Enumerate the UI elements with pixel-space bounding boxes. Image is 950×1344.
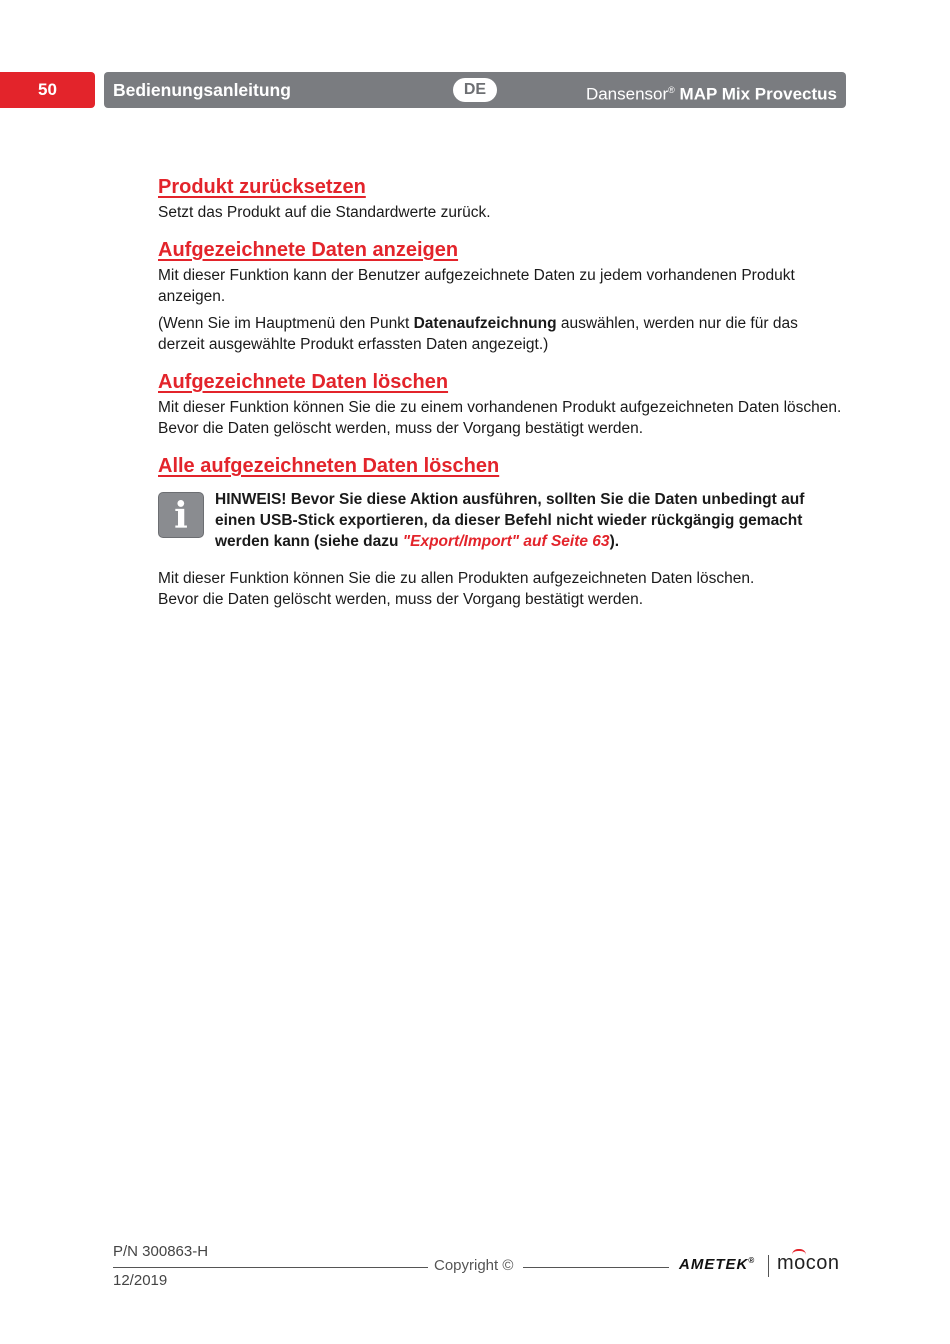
note-box [158,489,848,552]
section-note-paragraph [158,313,848,355]
product-prefix: Dansensor [585,84,669,104]
section-text: Setzt das Produkt auf die Standardwerte zurück. [158,204,491,221]
ametek-wordmark: AMETEK [679,1256,749,1273]
section-heading[interactable]: Produkt zurücksetzen [158,176,366,198]
menu-item-reference: Datenaufzeichnung [413,315,557,332]
manual-title: Bedienungsanleitung [113,80,291,100]
text-fragment: auswählen, werden nur die für das derzeit ausgewählte Produkt erfassten Daten angezeigt.) [158,315,798,353]
footer-divider [523,1267,669,1268]
mocon-logo: mocon [777,1252,840,1274]
text-fragment: ). [609,533,620,550]
logo-divider [768,1255,769,1277]
product-model: MAP Mix Provectus [679,84,837,104]
page-content [158,172,848,622]
section-text: Mit dieser Funktion können Sie die zu einem vorhandenen Produkt aufgezeichneten Daten löschen. [158,399,842,416]
section-delete-all-logged-data [158,451,848,610]
section-text: Bevor die Daten gelöscht werden, muss der Vorgang bestätigt werden. [158,591,644,608]
text-fragment: HINWEIS! Bevor Sie diese Aktion ausführen, sollten Sie die Daten unbedingt auf einen USB-Stick exportieren, da dieser Befehl nicht wieder rückgängig gemacht werden kann (siehe dazu [215,491,805,550]
section-delete-logged-data [158,367,848,439]
header-bar [104,72,846,108]
section-text: Bevor die Daten gelöscht werden, muss der Vorgang bestätigt werden. [158,420,644,437]
section-heading[interactable]: Aufgezeichnete Daten anzeigen [158,239,459,261]
revision-date: 12/2019 [113,1272,168,1289]
section-heading[interactable]: Alle aufgezeichneten Daten löschen [158,455,500,477]
info-icon: i [158,492,204,538]
part-number: P/N 300863-H [113,1243,209,1260]
section-text: Mit dieser Funktion können Sie die zu allen Produkten aufgezeichneten Daten löschen. [158,570,755,587]
section-reset-product [158,172,848,223]
ametek-logo [679,1256,755,1273]
footer-divider [113,1267,428,1268]
section-view-logged-data [158,235,848,355]
copyright: Copyright © [434,1257,514,1274]
section-heading[interactable]: Aufgezeichnete Daten löschen [158,371,449,393]
text-fragment: (Wenn Sie im Hauptmenü den Punkt [158,315,414,332]
language-badge: DE [453,78,497,102]
note-text [215,489,848,552]
registered-mark: ® [748,1256,756,1265]
section-text: Mit dieser Funktion kann der Benutzer aufgezeichnete Daten zu jedem vorhandenen Produkt anzeigen. [158,267,795,305]
cross-reference-link[interactable]: "Export/Import" auf Seite 63 [402,533,610,550]
registered-mark: ® [668,85,675,95]
product-name [586,72,837,113]
page-number: 50 [0,72,95,108]
